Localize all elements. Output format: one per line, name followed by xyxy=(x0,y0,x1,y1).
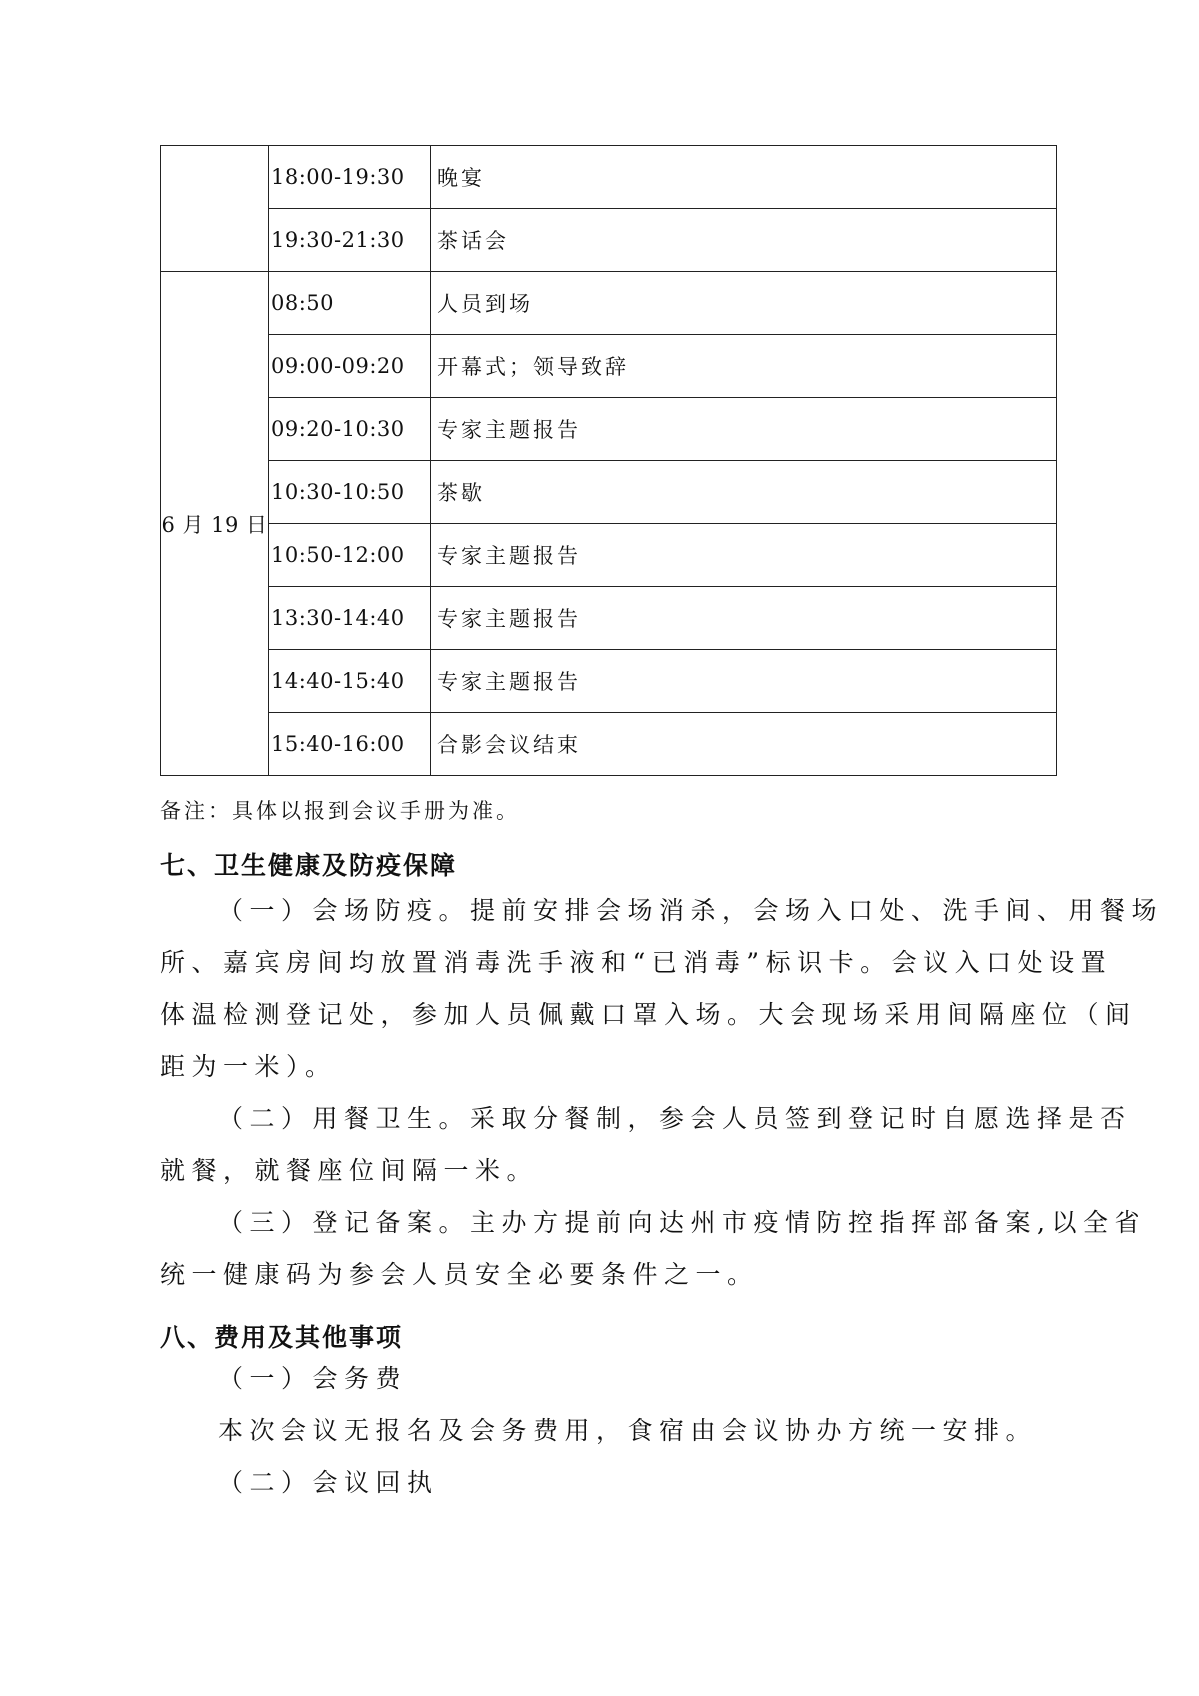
time-cell: 10:30-10:50 xyxy=(269,461,431,524)
section-7-paragraph-2-line-2: 就餐，就餐座位间隔一米。 xyxy=(160,1156,539,1185)
section-7-paragraph-1-line-2: 所、嘉宾房间均放置消毒洗手液和“已消毒”标识卡。会议入口处设置 xyxy=(160,948,1113,977)
table-row xyxy=(161,461,1057,524)
time-cell: 19:30-21:30 xyxy=(269,209,431,272)
section-7-paragraph-1-line-3: 体温检测登记处，参加人员佩戴口罩入场。大会现场采用间隔座位（间 xyxy=(160,1000,1137,1029)
section-7-paragraph-3-line-1: （三）登记备案。主办方提前向达州市疫情防控指挥部备案,以全省 xyxy=(218,1208,1146,1237)
time-cell: 13:30-14:40 xyxy=(269,587,431,650)
table-row xyxy=(161,335,1057,398)
time-cell: 09:20-10:30 xyxy=(269,398,431,461)
time-cell: 08:50 xyxy=(269,272,431,335)
activity-cell: 合影会议结束 xyxy=(431,713,1057,776)
time-cell: 15:40-16:00 xyxy=(269,713,431,776)
table-row xyxy=(161,398,1057,461)
activity-cell: 开幕式；领导致辞 xyxy=(431,335,1057,398)
activity-cell: 专家主题报告 xyxy=(431,524,1057,587)
section-7-heading: 七、卫生健康及防疫保障 xyxy=(160,851,458,880)
section-7-paragraph-1-line-4: 距为一米）。 xyxy=(160,1052,337,1081)
section-8-subheading-2: （二）会议回执 xyxy=(218,1468,439,1497)
table-row xyxy=(161,524,1057,587)
table-note: 备注：具体以报到会议手册为准。 xyxy=(160,799,520,823)
date-cell: 6 月 19 日 xyxy=(161,272,269,776)
activity-cell: 专家主题报告 xyxy=(431,587,1057,650)
activity-cell: 茶歇 xyxy=(431,461,1057,524)
section-7-paragraph-1-line-1: （一）会场防疫。提前安排会场消杀，会场入口处、洗手间、用餐场 xyxy=(218,896,1164,925)
date-cell xyxy=(161,146,269,272)
schedule-table xyxy=(160,145,1057,776)
time-cell: 18:00-19:30 xyxy=(269,146,431,209)
activity-cell: 茶话会 xyxy=(431,209,1057,272)
activity-cell: 专家主题报告 xyxy=(431,398,1057,461)
section-7-paragraph-2-line-1: （二）用餐卫生。采取分餐制，参会人员签到登记时自愿选择是否 xyxy=(218,1104,1132,1133)
table-row xyxy=(161,713,1057,776)
table-row xyxy=(161,209,1057,272)
table-row xyxy=(161,146,1057,209)
activity-cell: 晚宴 xyxy=(431,146,1057,209)
activity-cell: 人员到场 xyxy=(431,272,1057,335)
table-row xyxy=(161,587,1057,650)
time-cell: 10:50-12:00 xyxy=(269,524,431,587)
table-row xyxy=(161,650,1057,713)
time-cell: 09:00-09:20 xyxy=(269,335,431,398)
section-8-paragraph-1: 本次会议无报名及会务费用，食宿由会议协办方统一安排。 xyxy=(218,1416,1038,1445)
section-7-paragraph-3-line-2: 统一健康码为参会人员安全必要条件之一。 xyxy=(160,1260,759,1289)
section-8-subheading-1: （一）会务费 xyxy=(218,1364,408,1393)
section-8-heading: 八、费用及其他事项 xyxy=(160,1323,404,1352)
time-cell: 14:40-15:40 xyxy=(269,650,431,713)
table-row xyxy=(161,272,1057,335)
activity-cell: 专家主题报告 xyxy=(431,650,1057,713)
